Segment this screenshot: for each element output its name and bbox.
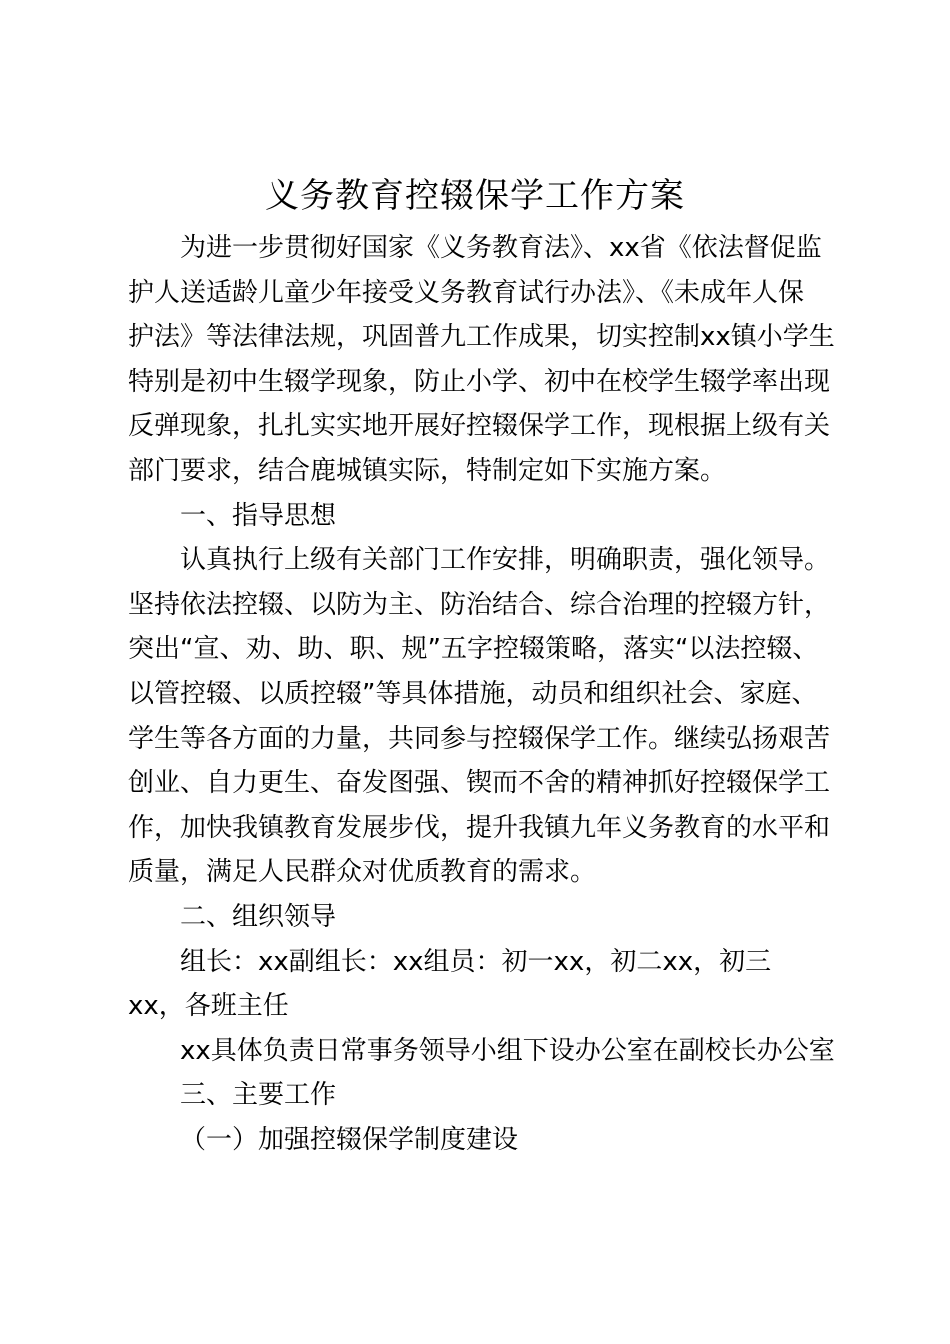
section-1-line-1: 认真执行上级有关部门工作安排，明确职责，强化领导。	[180, 545, 831, 576]
section-2-heading: 二、组织领导	[180, 901, 337, 932]
section-1-line-8: 质量，满足人民群众对优质教育的需求。	[128, 857, 597, 888]
subsection-1-heading: （一）加强控辍保学制度建设	[180, 1124, 519, 1155]
section-1-line-3: 突出“宣、劝、助、职、规”五字控辍策略，落实“以法控辍、	[128, 634, 819, 665]
intro-line-1: 为进一步贯彻好国家《义务教育法》、xx省《依法督促监	[180, 233, 822, 263]
section-1-line-7: 作，加快我镇教育发展步伐，提升我镇九年义务教育的水平和	[128, 812, 831, 843]
intro-line-2: 护人送适龄儿童少年接受义务教育试行办法》、《未成年人保	[128, 277, 805, 308]
document-body	[128, 226, 840, 1162]
intro-line-5: 反弹现象，扎扎实实地开展好控辍保学工作，现根据上级有关	[128, 411, 831, 442]
section-1-line-4: 以管控辍、以质控辍”等具体措施，动员和组织社会、家庭、	[128, 678, 818, 709]
section-1-line-6: 创业、自力更生、奋发图强、锲而不舍的精神抓好控辍保学工	[128, 768, 831, 799]
document-title: 义务教育控辍保学工作方案	[265, 176, 685, 216]
section-1-line-2: 坚持依法控辍、以防为主、防治结合、综合治理的控辍方针，	[128, 589, 831, 620]
section-1-heading: 一、指导思想	[180, 500, 337, 531]
intro-line-4: 特别是初中生辍学现象，防止小学、初中在校学生辍学率出现	[128, 366, 831, 397]
section-2-paragraph	[128, 940, 840, 1029]
intro-paragraph	[128, 226, 840, 494]
intro-line-6: 部门要求，结合鹿城镇实际，特制定如下实施方案。	[128, 455, 727, 486]
section-2-office-line: xx具体负责日常事务领导小组下设办公室在副校长办公室	[180, 1035, 835, 1066]
section-1-line-5: 学生等各方面的力量，共同参与控辍保学工作。继续弘扬艰苦	[128, 723, 831, 754]
section-2-line-1: 组长：xx副组长：xx组员：初一xx，初二xx，初三	[180, 946, 772, 977]
intro-line-3: 护法》等法律法规，巩固普九工作成果，切实控制xx镇小学生	[128, 322, 835, 353]
section-2-line-2: xx，各班主任	[128, 991, 289, 1022]
section-1-paragraph	[128, 538, 840, 895]
section-3-heading: 三、主要工作	[180, 1080, 337, 1111]
